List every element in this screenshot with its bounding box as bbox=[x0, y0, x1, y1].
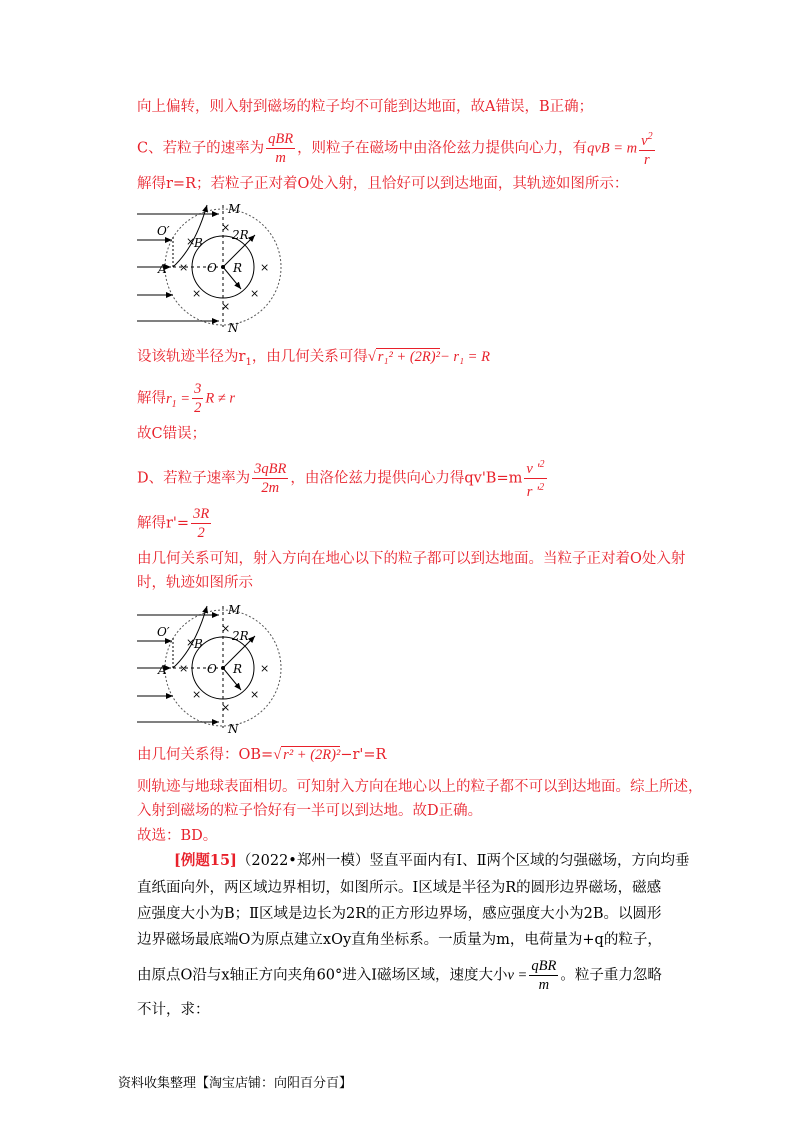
example-label: [例题15] bbox=[174, 852, 237, 869]
text-line: 向上偏转，则入射到磁场的粒子均不可能到达地面，故A错误，B正确； bbox=[137, 99, 594, 115]
svg-text:R: R bbox=[233, 662, 243, 676]
text-line: D、若粒子速率为 $\frac{\text{3qBR}}{2m}$ ，由洛伦兹力提供向心力得qv'B=m $\frac{v '^2}{r '^2}$ bbox=[137, 456, 549, 501]
svg-text:A: A bbox=[158, 262, 167, 276]
svg-text:×: × bbox=[221, 221, 231, 234]
text-line: 故选：BD。 bbox=[137, 828, 218, 844]
svg-text:×: × bbox=[186, 636, 196, 649]
svg-text:×: × bbox=[192, 287, 202, 300]
svg-text:×: × bbox=[186, 235, 196, 248]
svg-text:B: B bbox=[194, 637, 203, 651]
svg-text:×: × bbox=[192, 688, 202, 701]
svg-text:×: × bbox=[260, 261, 270, 274]
label-m: M bbox=[228, 202, 241, 216]
svg-text:×: × bbox=[221, 701, 231, 714]
magnetic-field-diagram-2 bbox=[137, 598, 297, 738]
svg-text:×: × bbox=[250, 287, 260, 300]
example-line: 不计，求： bbox=[137, 1002, 210, 1018]
svg-text:A: A bbox=[158, 663, 167, 677]
text-line: 由几何关系得：OB=√ r² + (2R)²−r'=R bbox=[137, 747, 387, 763]
svg-text:2R: 2R bbox=[232, 629, 249, 643]
svg-text:2R: 2R bbox=[232, 228, 249, 242]
text-line: 设该轨迹半径为$r_1$，由几何关系可得√ r₁² + (2R)²− r₁ = R bbox=[137, 349, 490, 368]
svg-text:×: × bbox=[260, 662, 270, 675]
text-line: 故C错误； bbox=[137, 426, 207, 442]
example-line: 应强度大小为B；Ⅱ区域是边长为2R的正方形边界场，感应强度大小为2B。以圆形 bbox=[137, 906, 662, 922]
example-line: 边界磁场最底端O为原点建立xOy直角坐标系。一质量为m，电荷量为+q的粒子， bbox=[137, 932, 662, 948]
magnetic-field-diagram-1 bbox=[137, 197, 297, 337]
text-line: 解得r=R；若粒子正对着O处入射，且恰好可以到达地面，其轨迹如图所示： bbox=[137, 176, 629, 192]
example-line: 直纸面向外，两区域边界相切，如图所示。Ⅰ区域是半径为R的圆形边界磁场，磁感 bbox=[137, 880, 662, 896]
footer-source: 资料收集整理【淘宝店铺：向阳百分百】 bbox=[118, 1076, 353, 1091]
text-line: 入射到磁场的粒子恰好有一半可以到达地。故D正确。 bbox=[137, 803, 483, 819]
svg-text:B: B bbox=[194, 236, 203, 250]
text-line: 解得r'= $\frac{3R}{2}$ bbox=[137, 506, 210, 541]
svg-text:×: × bbox=[179, 662, 189, 675]
svg-text:×: × bbox=[179, 261, 189, 274]
svg-text:R: R bbox=[233, 261, 243, 275]
text-line: 则轨迹与地球表面相切。可知射入方向在地心以上的粒子都不可以到达地面。综上所述， bbox=[137, 779, 703, 795]
svg-text:O: O bbox=[207, 261, 217, 275]
text-line: 由几何关系可知，射入方向在地心以下的粒子都可以到达地面。当粒子正对着O处入射 bbox=[137, 551, 686, 567]
example-line: [例题15]（2022•郑州一模）竖直平面内有Ⅰ、Ⅱ两个区域的匀强磁场，方向均垂 bbox=[174, 852, 690, 869]
text-line-c: C、若粒子的速率为 $\frac{\text{qBR}}{m}$ ，则粒子在磁场中由洛伦兹力提供向心力，有qvB = m $\frac{v^2}{r}$ bbox=[137, 128, 657, 169]
svg-text:O′: O′ bbox=[157, 625, 170, 639]
example-line: 由原点O沿与x轴正方向夹角60°进入Ⅰ磁场区域，速度大小v = $\frac{\text{qBR}}{m}$ 。粒子重力忽略 bbox=[137, 958, 662, 993]
svg-text:×: × bbox=[221, 300, 231, 313]
label-n: N bbox=[228, 722, 239, 736]
svg-text:×: × bbox=[221, 622, 231, 635]
svg-text:O′: O′ bbox=[157, 224, 170, 238]
svg-text:×: × bbox=[250, 688, 260, 701]
text-line: 解得$r_1$ = $\frac{3}{2}$ R ≠ r bbox=[137, 381, 236, 416]
label-n: N bbox=[228, 321, 239, 335]
text-line: 时，轨迹如图所示 bbox=[137, 575, 253, 591]
label-m: M bbox=[228, 603, 241, 617]
svg-text:O: O bbox=[207, 662, 217, 676]
